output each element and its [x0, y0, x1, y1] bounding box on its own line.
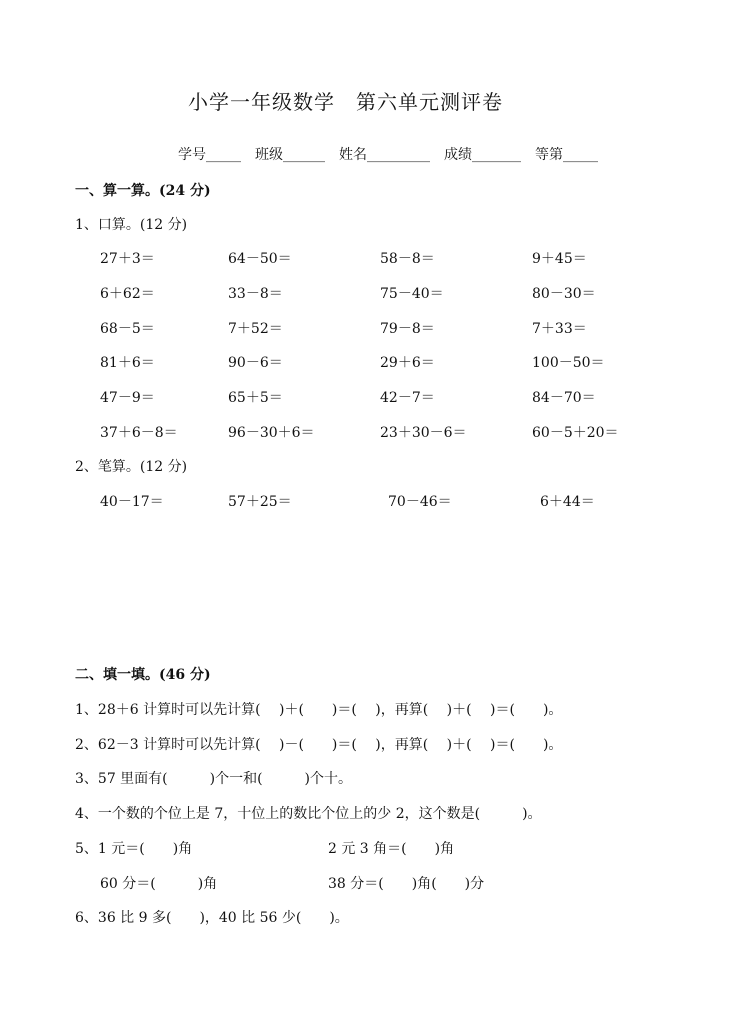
section-2-heading: 二、填一填。(46 分): [75, 667, 211, 683]
written-problem: 57＋25＝: [228, 494, 292, 510]
written-problem: 70－46＝: [388, 494, 452, 510]
oral-problem: 6＋62＝: [100, 286, 155, 302]
oral-problem: 90－6＝: [228, 355, 283, 371]
oral-problem: 79－8＝: [380, 321, 435, 337]
oral-problem: 100－50＝: [532, 355, 605, 371]
oral-problem: 33－8＝: [228, 286, 283, 302]
oral-problem: 42－7＝: [380, 390, 435, 406]
oral-problem: 75－40＝: [380, 286, 444, 302]
oral-problem: 7＋52＝: [228, 321, 283, 337]
oral-problem: 29＋6＝: [380, 355, 435, 371]
fill-question-5a-right: 2 元 3 角＝( )角: [328, 841, 455, 857]
oral-problem: 81＋6＝: [100, 355, 155, 371]
oral-problem: 27＋3＝: [100, 251, 155, 267]
oral-problem: 9＋45＝: [532, 251, 587, 267]
fill-question-5b-right: 38 分＝( )角( )分: [328, 876, 485, 892]
oral-problem: 65＋5＝: [228, 390, 283, 406]
page-title: 小学一年级数学 第六单元测评卷: [188, 90, 503, 114]
oral-problem: 64－50＝: [228, 251, 292, 267]
written-calc-label: 2、笔算。(12 分): [75, 459, 188, 475]
oral-problem: 7＋33＝: [532, 321, 587, 337]
oral-calc-label: 1、口算。(12 分): [75, 217, 188, 233]
oral-problem: 80－30＝: [532, 286, 596, 302]
fill-question-4: 4、一个数的个位上是 7，十位上的数比个位上的少 2，这个数是( )。: [75, 806, 542, 822]
oral-problem: 37＋6－8＝: [100, 425, 178, 441]
oral-problem: 47－9＝: [100, 390, 155, 406]
oral-problem: 60－5＋20＝: [532, 425, 619, 441]
fill-question-3: 3、57 里面有( )个一和( )个十。: [75, 771, 353, 787]
fill-question-5a-left: 5、1 元＝( )角: [75, 841, 193, 857]
fill-question-5b-left: 60 分＝( )角: [100, 876, 218, 892]
fill-question-1: 1、28＋6 计算时可以先计算( )＋( )＝( )，再算( )＋( )＝( )。: [75, 702, 563, 718]
oral-problem: 84－70＝: [532, 390, 596, 406]
written-problem: 6＋44＝: [540, 494, 595, 510]
oral-problem: 23＋30－6＝: [380, 425, 467, 441]
section-1-heading: 一、算一算。(24 分): [75, 183, 211, 199]
oral-problem: 58－8＝: [380, 251, 435, 267]
oral-problem: 68－5＝: [100, 321, 155, 337]
student-info-line: 学号_____ 班级______ 姓名_________ 成绩_______ 等第_____: [178, 147, 598, 163]
fill-question-6: 6、36 比 9 多( )，40 比 56 少( )。: [75, 910, 349, 926]
oral-problem: 96－30＋6＝: [228, 425, 315, 441]
written-problem: 40－17＝: [100, 494, 164, 510]
fill-question-2: 2、62－3 计算时可以先计算( )－( )＝( )，再算( )＋( )＝( )。: [75, 737, 563, 753]
